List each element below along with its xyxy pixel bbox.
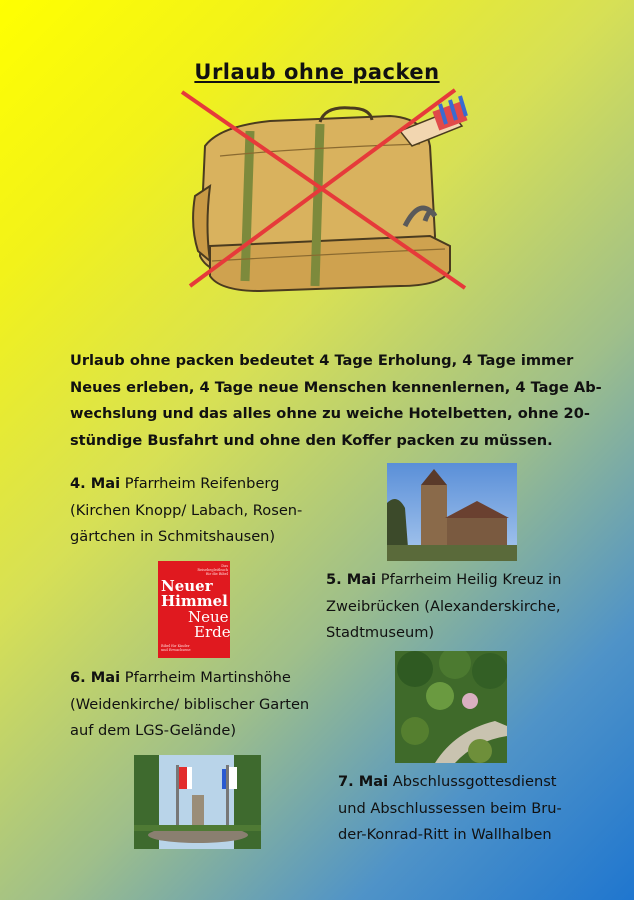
garden-photo-image [395,651,507,763]
event-date: 7. Mai [338,773,389,790]
event-text: der-Konrad-Ritt in Wallhalben [338,826,552,843]
event-text: gärtchen in Schmitshausen) [70,528,276,545]
event-text: auf dem LGS-Gelände) [70,722,237,739]
event-may-5 [326,567,586,647]
book-title-line: Neuer [161,577,213,595]
event-date: 5. Mai [326,571,377,588]
event-may-7 [338,769,598,849]
event-text: und Abschlussessen beim Bru- [338,799,562,817]
garden-photo [395,651,507,763]
church-photo [387,463,517,561]
book-cover [158,561,230,658]
page-title: Urlaub ohne packen [194,60,440,84]
book-title-line: Erde [194,623,231,641]
event-text: Stadtmuseum) [326,624,435,641]
event-may-6 [70,665,330,745]
monument-photo [134,755,261,849]
event-text: Zweibrücken (Alexanderskirche, [326,597,561,615]
book-footer: Bibel für Kinder und Erwachsene [161,644,191,652]
event-may-4 [70,471,330,551]
monument-photo-image [134,755,261,849]
event-text: (Kirchen Knopp/ Labach, Rosen- [70,501,303,519]
event-text: Pfarrheim Reifenberg [124,475,280,492]
event-date: 6. Mai [70,669,121,686]
event-text: Pfarrheim Heilig Kreuz in [380,571,562,588]
event-text: (Weidenkirche/ biblischer Garten [70,695,310,713]
intro-line: Neues erleben, 4 Tage neue Menschen kennenlernen, 4 Tage Ab- [70,378,602,396]
book-title-line: Neue [188,608,229,626]
event-text: Abschlussgottesdienst [392,773,557,790]
book-subtitle: Das Reisebegleitbuch für die Bibel [197,564,228,576]
book-title-line: Himmel [161,592,228,610]
intro-line: Urlaub ohne packen bedeutet 4 Tage Erholung, 4 Tage immer [70,352,574,369]
event-date: 4. Mai [70,475,121,492]
intro-paragraph [70,348,602,454]
church-photo-image [387,463,517,561]
event-text: Pfarrheim Martinshöhe [124,669,291,686]
intro-line: stündige Busfahrt und ohne den Koffer packen zu müssen. [70,431,553,449]
crossed-suitcase-illustration [150,86,480,296]
intro-line: wechslung und das alles ohne zu weiche Hotelbetten, ohne 20- [70,405,590,422]
